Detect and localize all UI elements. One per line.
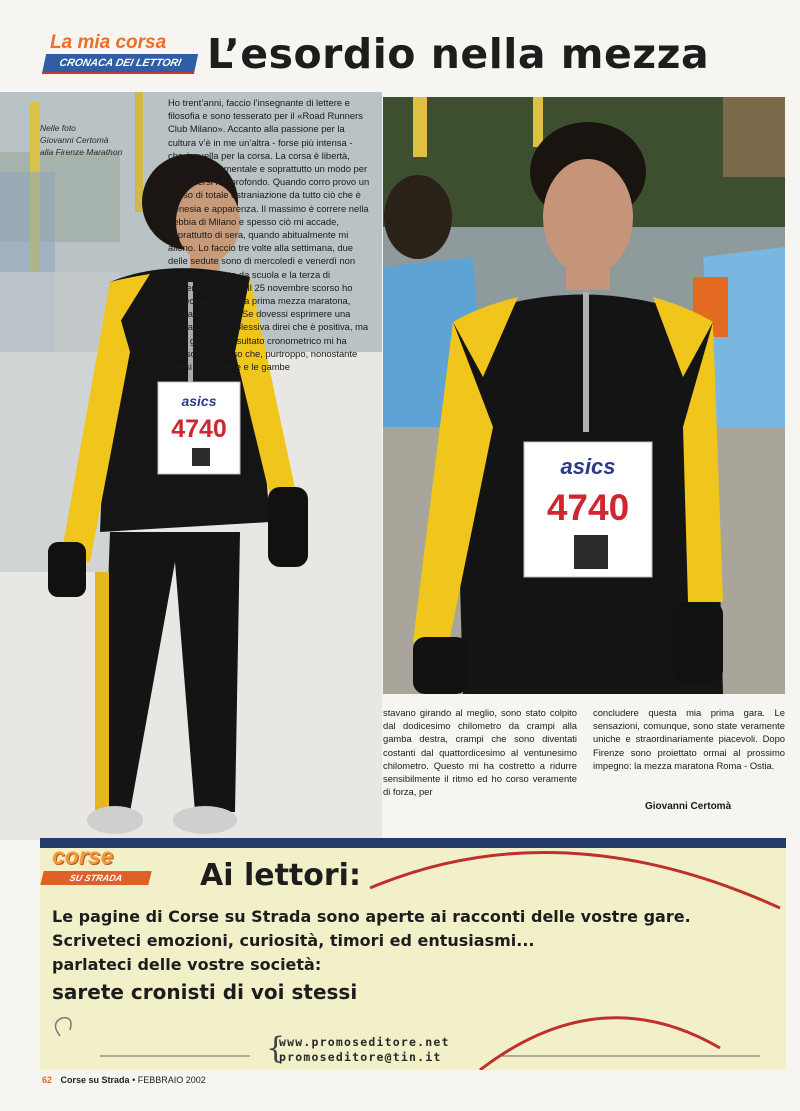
issue-date: • FEBBRAIO 2002 xyxy=(132,1075,206,1085)
magazine-name: Corse su Strada xyxy=(60,1075,130,1085)
article-column-3: concludere questa mia prima gara. Le sensazioni, comunque, sono state veramente uniche e straordinariamente piacevoli. Dopo Firenze sono proiettato ormai al prossimo impegno: la mezza maratona Roma - Ostia. xyxy=(593,707,785,771)
ad-title: Ai lettori: xyxy=(200,858,361,893)
kicker-title: La mia corsa xyxy=(50,32,167,53)
page-number: 62 xyxy=(42,1075,53,1085)
caption-line: Nelle foto xyxy=(40,123,76,133)
article-column-2: stavano girando al meglio, sono stato colpito dal dodicesimo chilometro da crampi alla gamba destra, crampi che sono diventati costanti dal quattordicesimo al ventunesimo chilometro. Questo mi ha costretto a ridurre sensibilmente il ritmo ed ho corso veramente di forza, per xyxy=(383,707,577,798)
caption-line: alla Firenze Marathon xyxy=(40,147,123,157)
ad-text-line: Le pagine di Corse su Strada sono aperte ai racconti delle vostre gare. xyxy=(52,907,691,926)
website-link[interactable]: www.promoseditore.net xyxy=(279,1035,450,1049)
ad-tagline: sarete cronisti di voi stessi xyxy=(52,980,358,1004)
article-text-1: Ho trent’anni, faccio l’insegnante di lettere e filosofia e sono tesserato per il «Road Runners Club Milano». Accanto alla passione per la cultura v’è in me un’altra - forse più intensa - che è quella per la corsa. La corsa è libertà, rilassamento mentale e soprattutto un modo per conoscersi nel profondo. Quando corro provo un senso di totale estraniazione da tutto ciò che è frenesia e apparenza. Il massimo è correre nella nebbia di Milano e spesso ciò mi accade, soprattutto di sera, quando abitualmente mi alleno. Lo faccio tre volte alla settimana, due delle sedute sono di mercoledì e venerdì non appena rientrato da scuola e la terza di domenica mattina. Il 25 novembre scorso ho partecipato alla mia prima mezza maratona, quella di Firenze. Se dovessi esprimere una valutazione complessiva direi che è positiva, ma se si guarda al risultato cronometrico mi ha deluso. Nel senso che, purtroppo, nonostante stessi molto bene e le gambe xyxy=(168,97,370,373)
brace-icon: { xyxy=(266,1031,286,1066)
photo-caption xyxy=(40,122,122,158)
author-signature: Giovanni Certomà xyxy=(645,801,732,812)
runner-right-illustration xyxy=(383,97,785,694)
bib-number-right: 4740 xyxy=(546,487,630,528)
email-link[interactable]: promoseditore@tin.it xyxy=(279,1050,442,1064)
ad-text-line: Scriveteci emozioni, curiosità, timori ed entusiasmi... xyxy=(52,931,535,950)
ad-text-line: parlateci delle vostre società: xyxy=(52,955,322,974)
caption-line: Giovanni Certomà xyxy=(40,135,109,145)
bib-number-left: 4740 xyxy=(171,415,227,443)
photo-runner-right xyxy=(383,97,785,694)
bib-sponsor-right: asics xyxy=(560,454,616,479)
corse-su-strada-logo xyxy=(42,841,156,891)
ad-contacts xyxy=(279,1035,450,1065)
logo-subword: SU STRADA xyxy=(40,871,151,885)
article-headline: L’esordio nella mezza xyxy=(207,30,710,78)
page-footer xyxy=(42,1075,206,1085)
kicker-subtitle: CRONACA DEI LETTORI xyxy=(42,54,198,74)
section-kicker xyxy=(44,32,204,80)
article-column-1 xyxy=(168,96,370,373)
logo-word: corse xyxy=(52,843,114,869)
bib-sponsor-left: asics xyxy=(181,393,217,409)
